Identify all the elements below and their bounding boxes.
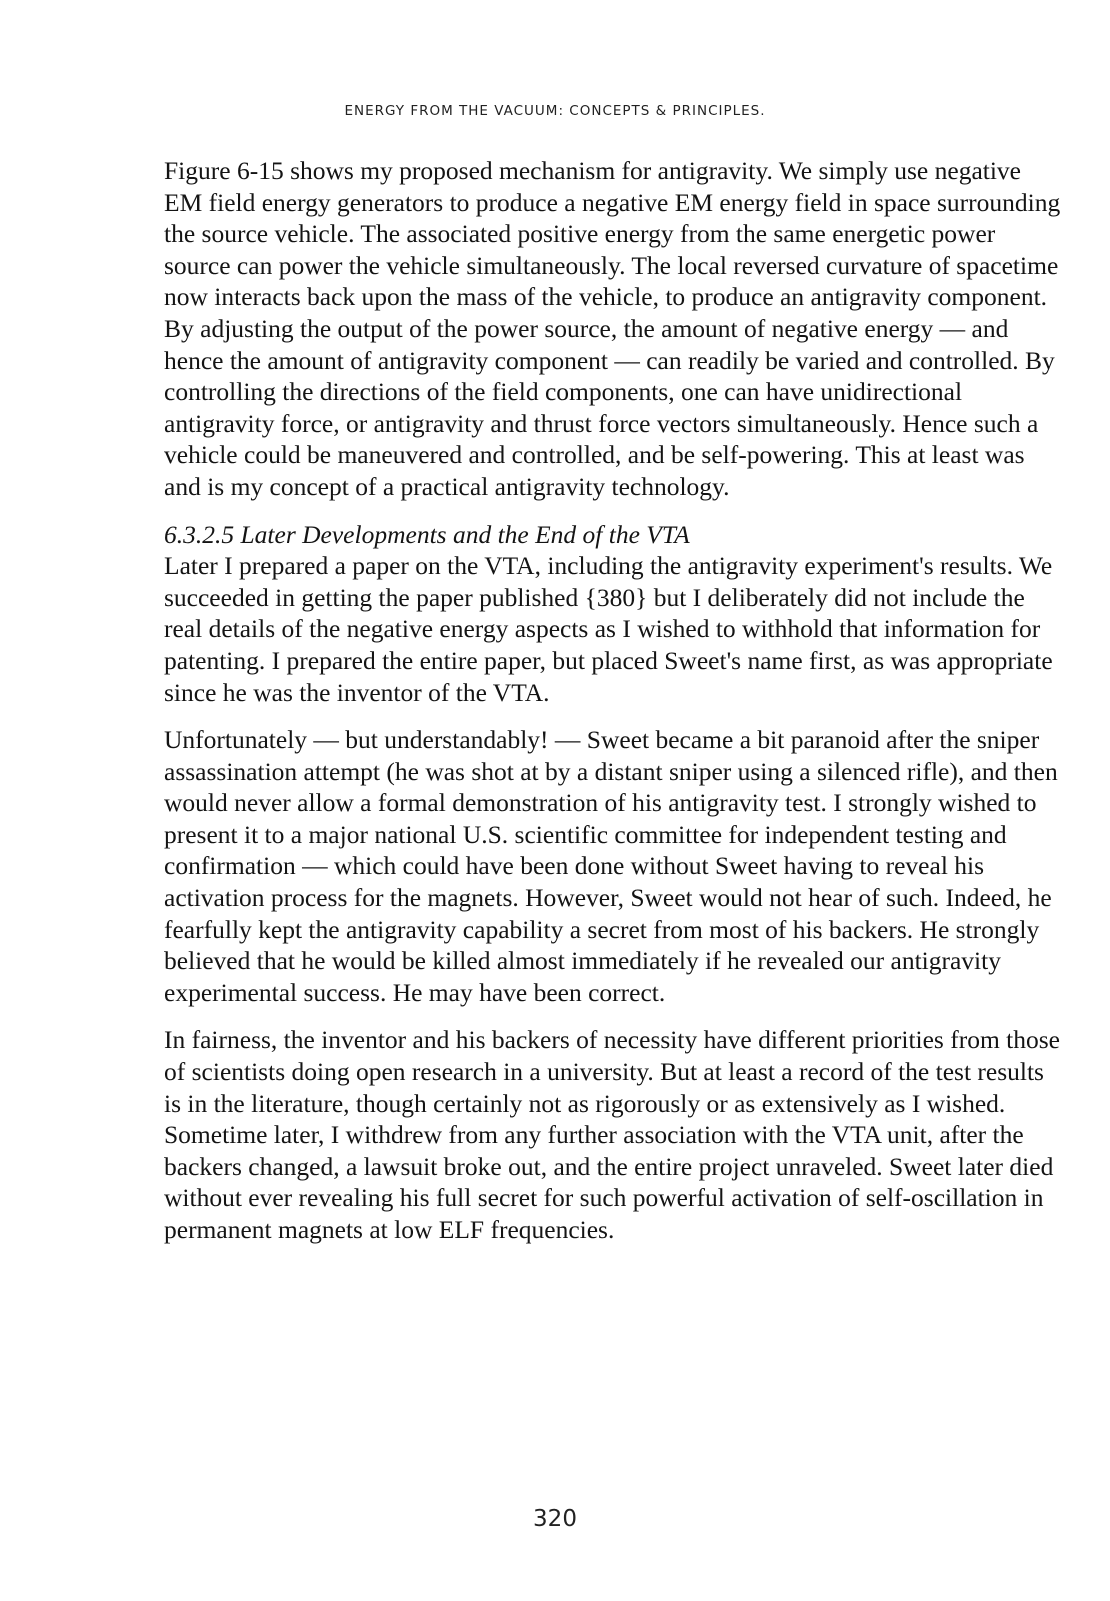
page-body — [164, 155, 1064, 1262]
body-paragraph-4: In fairness, the inventor and his backers of necessity have different priorities from those of scientists doing open research in a university. But at least a record of the test results is in the literature, though certainly not as rigorously or as extensively as I wished. Sometime later, I withdrew from any further association with the VTA unit, after the backers changed, a lawsuit broke out, and the entire project unraveled. Sweet later died without ever revealing his full secret for such powerful activation of self-oscillation in permanent magnets at low ELF frequencies. — [164, 1025, 1060, 1244]
section-heading: 6.3.2.5 Later Developments and the End of the VTA — [164, 519, 690, 549]
body-paragraph-2: Later I prepared a paper on the VTA, including the antigravity experiment's results. We succeeded in getting the paper published {380} but I deliberately did not include the real details of the negative energy aspects as I wished to withhold that information for patenting. I prepared the entire paper, but placed Sweet's name first, as was appropriate since he was the inventor of the VTA. — [164, 551, 1053, 707]
page-number: 320 — [533, 1506, 577, 1532]
running-header: ENERGY FROM THE VACUUM: CONCEPTS & PRINCIPLES. — [344, 103, 766, 119]
body-paragraph-3: Unfortunately — but understandably! — Sweet became a bit paranoid after the sniper assassination attempt (he was shot at by a distant sniper using a silenced rifle), and then would never allow a formal demonstration of his antigravity test. I strongly wished to present it to a major national U.S. scientific committee for independent testing and confirmation — which could have been done without Sweet having to reveal his activation process for the magnets. However, Sweet would not hear of such. Indeed, he fearfully kept the antigravity capability a secret from most of his backers. He strongly believed that he would be killed almost immediately if he revealed our antigravity experimental success. He may have been correct. — [164, 725, 1058, 1007]
body-paragraph-1: Figure 6-15 shows my proposed mechanism for antigravity. We simply use negative EM field energy generators to produce a negative EM energy field in space surrounding the source vehicle. The associated positive energy from the same energetic power source can power the vehicle simultaneously. The local reversed curvature of spacetime now interacts back upon the mass of the vehicle, to produce an antigravity component. By adjusting the output of the power source, the amount of negative energy — and hence the amount of antigravity component — can readily be varied and controlled. By controlling the directions of the field components, one can have unidirectional antigravity force, or antigravity and thrust force vectors simultaneously. Hence such a vehicle could be maneuvered and controlled, and be self-powering. This at least was and is my concept of a practical antigravity technology. — [164, 156, 1061, 501]
